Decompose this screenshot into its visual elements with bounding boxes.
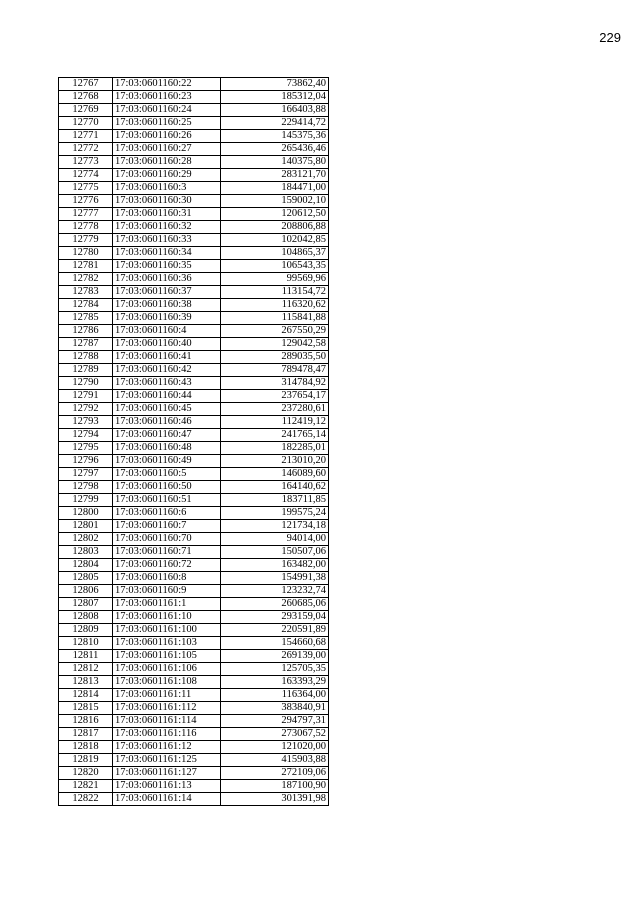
amount-cell: 140375,80 xyxy=(221,156,329,169)
row-number-cell: 12767 xyxy=(59,78,113,91)
table-row xyxy=(59,351,329,364)
table-row xyxy=(59,260,329,273)
table-row xyxy=(59,182,329,195)
row-number-cell: 12776 xyxy=(59,195,113,208)
cadastral-number-cell: 17:03:0601160:35 xyxy=(113,260,221,273)
row-number-cell: 12818 xyxy=(59,741,113,754)
amount-cell: 314784,92 xyxy=(221,377,329,390)
amount-cell: 301391,98 xyxy=(221,793,329,806)
cadastral-number-cell: 17:03:0601160:4 xyxy=(113,325,221,338)
cadastral-number-cell: 17:03:0601160:72 xyxy=(113,559,221,572)
amount-cell: 293159,04 xyxy=(221,611,329,624)
table-row xyxy=(59,130,329,143)
table-row xyxy=(59,624,329,637)
amount-cell: 159002,10 xyxy=(221,195,329,208)
row-number-cell: 12817 xyxy=(59,728,113,741)
row-number-cell: 12800 xyxy=(59,507,113,520)
amount-cell: 208806,88 xyxy=(221,221,329,234)
row-number-cell: 12801 xyxy=(59,520,113,533)
amount-cell: 102042,85 xyxy=(221,234,329,247)
cadastral-number-cell: 17:03:0601160:47 xyxy=(113,429,221,442)
cadastral-number-cell: 17:03:0601160:46 xyxy=(113,416,221,429)
row-number-cell: 12806 xyxy=(59,585,113,598)
cadastral-number-cell: 17:03:0601160:45 xyxy=(113,403,221,416)
row-number-cell: 12772 xyxy=(59,143,113,156)
row-number-cell: 12785 xyxy=(59,312,113,325)
row-number-cell: 12816 xyxy=(59,715,113,728)
row-number-cell: 12822 xyxy=(59,793,113,806)
amount-cell: 113154,72 xyxy=(221,286,329,299)
table-row xyxy=(59,221,329,234)
row-number-cell: 12796 xyxy=(59,455,113,468)
row-number-cell: 12815 xyxy=(59,702,113,715)
amount-cell: 115841,88 xyxy=(221,312,329,325)
amount-cell: 294797,31 xyxy=(221,715,329,728)
cadastral-number-cell: 17:03:0601160:37 xyxy=(113,286,221,299)
amount-cell: 163393,29 xyxy=(221,676,329,689)
amount-cell: 283121,70 xyxy=(221,169,329,182)
row-number-cell: 12819 xyxy=(59,754,113,767)
row-number-cell: 12809 xyxy=(59,624,113,637)
table-row xyxy=(59,754,329,767)
cadastral-number-cell: 17:03:0601160:33 xyxy=(113,234,221,247)
amount-cell: 289035,50 xyxy=(221,351,329,364)
row-number-cell: 12814 xyxy=(59,689,113,702)
row-number-cell: 12774 xyxy=(59,169,113,182)
table-row xyxy=(59,481,329,494)
amount-cell: 112419,12 xyxy=(221,416,329,429)
table-row xyxy=(59,104,329,117)
amount-cell: 185312,04 xyxy=(221,91,329,104)
table-row xyxy=(59,728,329,741)
amount-cell: 241765,14 xyxy=(221,429,329,442)
amount-cell: 184471,00 xyxy=(221,182,329,195)
table-row xyxy=(59,169,329,182)
amount-cell: 125705,35 xyxy=(221,663,329,676)
amount-cell: 150507,06 xyxy=(221,546,329,559)
table-row xyxy=(59,273,329,286)
cadastral-number-cell: 17:03:0601160:6 xyxy=(113,507,221,520)
table-row xyxy=(59,247,329,260)
table-row xyxy=(59,390,329,403)
amount-cell: 229414,72 xyxy=(221,117,329,130)
table-row xyxy=(59,793,329,806)
table-row xyxy=(59,559,329,572)
table-row xyxy=(59,143,329,156)
amount-cell: 104865,37 xyxy=(221,247,329,260)
row-number-cell: 12779 xyxy=(59,234,113,247)
table-row xyxy=(59,91,329,104)
table-row xyxy=(59,598,329,611)
amount-cell: 116364,00 xyxy=(221,689,329,702)
row-number-cell: 12769 xyxy=(59,104,113,117)
amount-cell: 106543,35 xyxy=(221,260,329,273)
amount-cell: 383840,91 xyxy=(221,702,329,715)
cadastral-number-cell: 17:03:0601160:7 xyxy=(113,520,221,533)
row-number-cell: 12770 xyxy=(59,117,113,130)
row-number-cell: 12771 xyxy=(59,130,113,143)
cadastral-number-cell: 17:03:0601161:11 xyxy=(113,689,221,702)
amount-cell: 199575,24 xyxy=(221,507,329,520)
amount-cell: 789478,47 xyxy=(221,364,329,377)
cadastral-number-cell: 17:03:0601160:28 xyxy=(113,156,221,169)
amount-cell: 163482,00 xyxy=(221,559,329,572)
row-number-cell: 12808 xyxy=(59,611,113,624)
amount-cell: 154991,38 xyxy=(221,572,329,585)
amount-cell: 164140,62 xyxy=(221,481,329,494)
cadastral-number-cell: 17:03:0601160:34 xyxy=(113,247,221,260)
table-row xyxy=(59,546,329,559)
cadastral-number-cell: 17:03:0601160:48 xyxy=(113,442,221,455)
row-number-cell: 12788 xyxy=(59,351,113,364)
amount-cell: 415903,88 xyxy=(221,754,329,767)
table-row xyxy=(59,494,329,507)
cadastral-number-cell: 17:03:0601160:31 xyxy=(113,208,221,221)
table-row xyxy=(59,364,329,377)
row-number-cell: 12804 xyxy=(59,559,113,572)
cadastral-number-cell: 17:03:0601160:23 xyxy=(113,91,221,104)
cadastral-number-cell: 17:03:0601160:26 xyxy=(113,130,221,143)
cadastral-number-cell: 17:03:0601160:9 xyxy=(113,585,221,598)
amount-cell: 121020,00 xyxy=(221,741,329,754)
row-number-cell: 12793 xyxy=(59,416,113,429)
cadastral-number-cell: 17:03:0601160:8 xyxy=(113,572,221,585)
amount-cell: 220591,89 xyxy=(221,624,329,637)
amount-cell: 123232,74 xyxy=(221,585,329,598)
cadastral-number-cell: 17:03:0601160:39 xyxy=(113,312,221,325)
cadastral-number-cell: 17:03:0601161:1 xyxy=(113,598,221,611)
table-row xyxy=(59,442,329,455)
row-number-cell: 12784 xyxy=(59,299,113,312)
amount-cell: 187100,90 xyxy=(221,780,329,793)
amount-cell: 154660,68 xyxy=(221,637,329,650)
cadastral-number-cell: 17:03:0601160:30 xyxy=(113,195,221,208)
cadastral-number-cell: 17:03:0601160:40 xyxy=(113,338,221,351)
row-number-cell: 12795 xyxy=(59,442,113,455)
table-row xyxy=(59,377,329,390)
row-number-cell: 12773 xyxy=(59,156,113,169)
cadastral-number-cell: 17:03:0601161:112 xyxy=(113,702,221,715)
amount-cell: 269139,00 xyxy=(221,650,329,663)
amount-cell: 183711,85 xyxy=(221,494,329,507)
table-row xyxy=(59,780,329,793)
row-number-cell: 12821 xyxy=(59,780,113,793)
table-row xyxy=(59,338,329,351)
row-number-cell: 12783 xyxy=(59,286,113,299)
cadastral-number-cell: 17:03:0601160:29 xyxy=(113,169,221,182)
row-number-cell: 12768 xyxy=(59,91,113,104)
row-number-cell: 12802 xyxy=(59,533,113,546)
cadastral-number-cell: 17:03:0601160:32 xyxy=(113,221,221,234)
cadastral-number-cell: 17:03:0601160:36 xyxy=(113,273,221,286)
cadastral-number-cell: 17:03:0601161:106 xyxy=(113,663,221,676)
table-row xyxy=(59,468,329,481)
row-number-cell: 12820 xyxy=(59,767,113,780)
row-number-cell: 12797 xyxy=(59,468,113,481)
table-row xyxy=(59,156,329,169)
cadastral-number-cell: 17:03:0601161:127 xyxy=(113,767,221,780)
row-number-cell: 12787 xyxy=(59,338,113,351)
amount-cell: 120612,50 xyxy=(221,208,329,221)
cadastral-number-cell: 17:03:0601160:22 xyxy=(113,78,221,91)
cadastral-number-cell: 17:03:0601161:14 xyxy=(113,793,221,806)
cadastral-number-cell: 17:03:0601160:41 xyxy=(113,351,221,364)
amount-cell: 265436,46 xyxy=(221,143,329,156)
cadastral-number-cell: 17:03:0601160:27 xyxy=(113,143,221,156)
cadastral-number-cell: 17:03:0601160:49 xyxy=(113,455,221,468)
table-row xyxy=(59,325,329,338)
cadastral-number-cell: 17:03:0601160:5 xyxy=(113,468,221,481)
amount-cell: 146089,60 xyxy=(221,468,329,481)
cadastral-number-cell: 17:03:0601161:10 xyxy=(113,611,221,624)
row-number-cell: 12807 xyxy=(59,598,113,611)
cadastral-number-cell: 17:03:0601161:105 xyxy=(113,650,221,663)
cadastral-number-cell: 17:03:0601160:24 xyxy=(113,104,221,117)
amount-cell: 145375,36 xyxy=(221,130,329,143)
table-row xyxy=(59,637,329,650)
table-row xyxy=(59,507,329,520)
row-number-cell: 12777 xyxy=(59,208,113,221)
table-row xyxy=(59,429,329,442)
row-number-cell: 12812 xyxy=(59,663,113,676)
amount-cell: 272109,06 xyxy=(221,767,329,780)
table-row xyxy=(59,663,329,676)
cadastral-number-cell: 17:03:0601160:43 xyxy=(113,377,221,390)
amount-cell: 273067,52 xyxy=(221,728,329,741)
table-row xyxy=(59,715,329,728)
row-number-cell: 12805 xyxy=(59,572,113,585)
amount-cell: 116320,62 xyxy=(221,299,329,312)
cadastral-number-cell: 17:03:0601160:3 xyxy=(113,182,221,195)
cadastral-number-cell: 17:03:0601161:103 xyxy=(113,637,221,650)
table-row xyxy=(59,403,329,416)
table-row xyxy=(59,689,329,702)
amount-cell: 237654,17 xyxy=(221,390,329,403)
table-row xyxy=(59,650,329,663)
row-number-cell: 12775 xyxy=(59,182,113,195)
amount-cell: 267550,29 xyxy=(221,325,329,338)
table-row xyxy=(59,208,329,221)
row-number-cell: 12790 xyxy=(59,377,113,390)
cadastral-number-cell: 17:03:0601161:12 xyxy=(113,741,221,754)
row-number-cell: 12794 xyxy=(59,429,113,442)
cadastral-number-cell: 17:03:0601160:25 xyxy=(113,117,221,130)
table-body xyxy=(59,78,329,806)
amount-cell: 121734,18 xyxy=(221,520,329,533)
cadastral-number-cell: 17:03:0601161:114 xyxy=(113,715,221,728)
cadastral-number-cell: 17:03:0601161:100 xyxy=(113,624,221,637)
table-row xyxy=(59,195,329,208)
row-number-cell: 12798 xyxy=(59,481,113,494)
row-number-cell: 12799 xyxy=(59,494,113,507)
table-row xyxy=(59,312,329,325)
table-row xyxy=(59,741,329,754)
amount-cell: 166403,88 xyxy=(221,104,329,117)
table-row xyxy=(59,416,329,429)
table-row xyxy=(59,117,329,130)
amount-cell: 99569,96 xyxy=(221,273,329,286)
cadastral-number-cell: 17:03:0601160:51 xyxy=(113,494,221,507)
cadastral-number-cell: 17:03:0601160:70 xyxy=(113,533,221,546)
table-row xyxy=(59,520,329,533)
cadastral-number-cell: 17:03:0601160:71 xyxy=(113,546,221,559)
row-number-cell: 12810 xyxy=(59,637,113,650)
cadastral-number-cell: 17:03:0601161:108 xyxy=(113,676,221,689)
cadastral-number-cell: 17:03:0601160:42 xyxy=(113,364,221,377)
page-number: 229 xyxy=(599,30,621,45)
row-number-cell: 12811 xyxy=(59,650,113,663)
table-row xyxy=(59,572,329,585)
amount-cell: 260685,06 xyxy=(221,598,329,611)
row-number-cell: 12792 xyxy=(59,403,113,416)
amount-cell: 94014,00 xyxy=(221,533,329,546)
row-number-cell: 12781 xyxy=(59,260,113,273)
row-number-cell: 12786 xyxy=(59,325,113,338)
table-row xyxy=(59,533,329,546)
data-table xyxy=(58,77,329,806)
row-number-cell: 12813 xyxy=(59,676,113,689)
table-row xyxy=(59,767,329,780)
cadastral-number-cell: 17:03:0601161:13 xyxy=(113,780,221,793)
cadastral-number-cell: 17:03:0601160:44 xyxy=(113,390,221,403)
row-number-cell: 12782 xyxy=(59,273,113,286)
table-row xyxy=(59,286,329,299)
row-number-cell: 12791 xyxy=(59,390,113,403)
amount-cell: 129042,58 xyxy=(221,338,329,351)
table-row xyxy=(59,455,329,468)
amount-cell: 237280,61 xyxy=(221,403,329,416)
table-row xyxy=(59,234,329,247)
cadastral-number-cell: 17:03:0601160:50 xyxy=(113,481,221,494)
amount-cell: 73862,40 xyxy=(221,78,329,91)
cadastral-number-cell: 17:03:0601160:38 xyxy=(113,299,221,312)
table-row xyxy=(59,299,329,312)
table-row xyxy=(59,611,329,624)
table-row xyxy=(59,585,329,598)
row-number-cell: 12803 xyxy=(59,546,113,559)
amount-cell: 182285,01 xyxy=(221,442,329,455)
table-row xyxy=(59,78,329,91)
amount-cell: 213010,20 xyxy=(221,455,329,468)
cadastral-number-cell: 17:03:0601161:125 xyxy=(113,754,221,767)
row-number-cell: 12789 xyxy=(59,364,113,377)
cadastral-number-cell: 17:03:0601161:116 xyxy=(113,728,221,741)
row-number-cell: 12778 xyxy=(59,221,113,234)
table-row xyxy=(59,676,329,689)
table-row xyxy=(59,702,329,715)
row-number-cell: 12780 xyxy=(59,247,113,260)
